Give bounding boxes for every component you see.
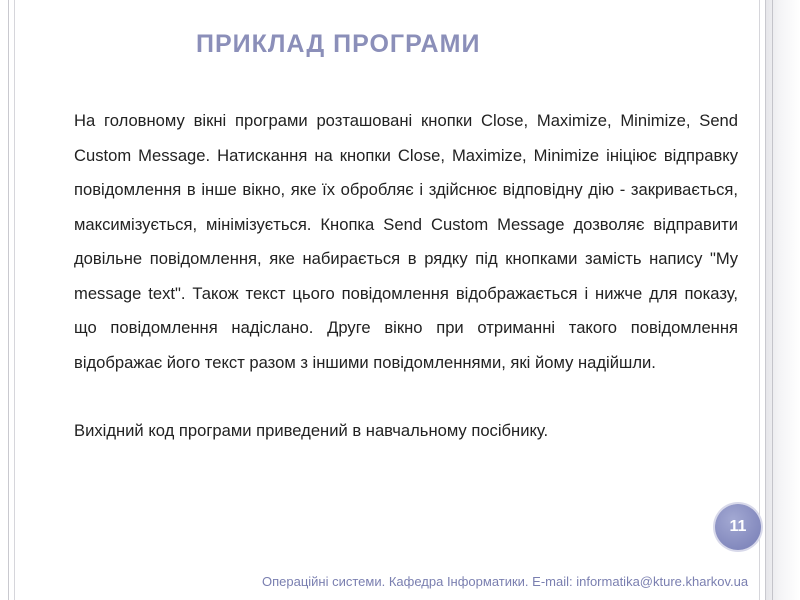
page-number-badge: 11 [715,504,761,550]
body-paragraph-1: На головному вікні програми розташовані кнопки Close, Maximize, Minimize, Send Custom Message. Натискання на кнопки Close, Maximize, Minimize ініціює відправку повідомлення в інше вікно, яке їх обробляє і здійснює відповідну дію - закривається, максимізується, мінімізується. Кнопка Send Custom Message дозволяє відправити довільне повідомлення, яке набирається в рядку під кнопками замість напису "My message text". Також текст цього повідомлення відображається і нижче для показу, що повідомлення надіслано. Друге вікно при отриманні такого повідомлення відображає його текст разом з іншими повідомленнями, які йому надійшли. [74,111,738,372]
body-paragraph-2: Вихідний код програми приведений в навчальному посібнику. [74,421,549,440]
slide-title: ПРИКЛАД ПРОГРАМИ [196,30,481,58]
slide-footer: Операційні системи. Кафедра Інформатики. E-mail: informatika@kture.kharkov.ua [262,574,749,589]
frame-right-line [772,0,773,600]
slide-body [74,104,738,449]
paragraph-gap [74,380,738,414]
